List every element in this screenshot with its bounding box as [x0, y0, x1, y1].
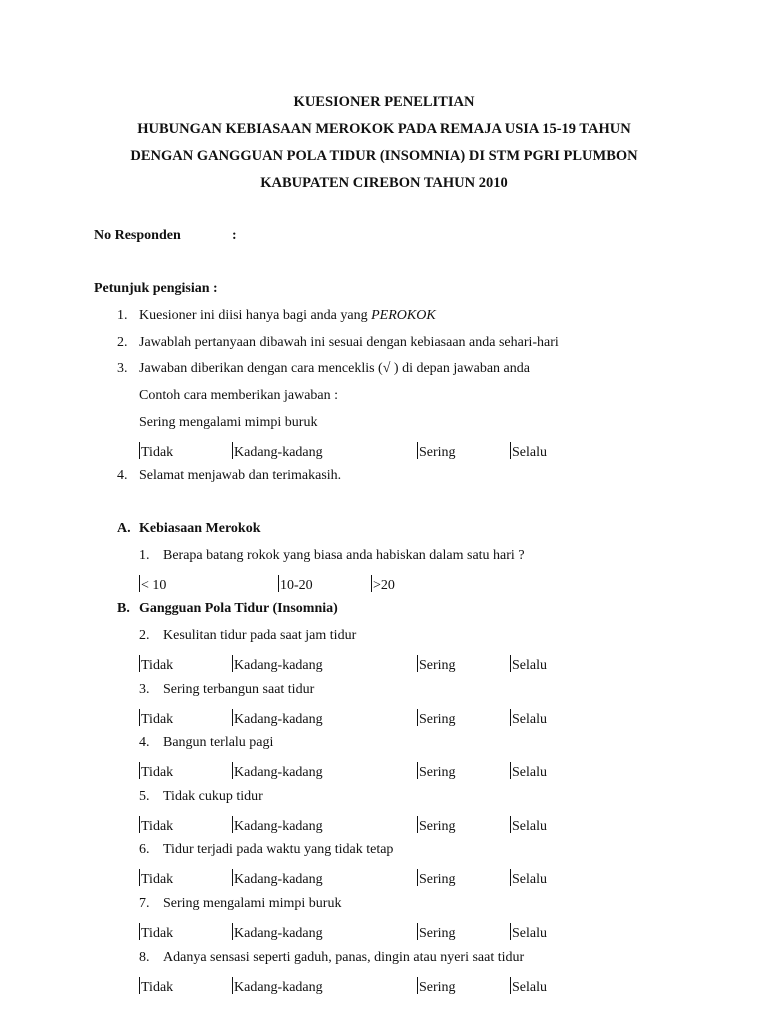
checkbox-mark[interactable] [232, 816, 233, 833]
question-item [139, 682, 314, 698]
question-text: Tidak cukup tidur [163, 789, 263, 804]
checkbox-mark[interactable] [139, 816, 140, 833]
option-kadang-kadang[interactable]: Kadang-kadang [232, 977, 323, 996]
title-line-2: HUBUNGAN KEBIASAAN MEROKOK PADA REMAJA USIA 15-19 TAHUN [137, 121, 631, 137]
question-text: Sering terbangun saat tidur [163, 682, 315, 697]
checkbox-mark[interactable] [232, 442, 233, 459]
checkbox-mark[interactable] [139, 762, 140, 779]
checkbox-mark[interactable] [139, 923, 140, 940]
checkbox-mark[interactable] [510, 442, 511, 459]
option-kadang-kadang[interactable]: Kadang-kadang [232, 762, 323, 781]
checkbox-mark[interactable] [510, 977, 511, 994]
checkbox-mark[interactable] [232, 869, 233, 886]
checkbox-mark[interactable] [510, 709, 511, 726]
question-text: Sering mengalami mimpi buruk [163, 896, 342, 911]
question-number: 3. [139, 682, 150, 697]
instruction-number: 3. [117, 361, 128, 376]
question-number: 7. [139, 896, 150, 911]
option-sering[interactable]: Sering [417, 869, 456, 888]
checkbox-mark[interactable] [232, 977, 233, 994]
document-title [0, 91, 768, 199]
option-sering[interactable]: Sering [417, 709, 456, 728]
instruction-item [117, 361, 530, 377]
checkbox-mark[interactable] [139, 442, 140, 459]
respondent-label: No Responden [94, 228, 181, 243]
question-text: Kesulitan tidur pada saat jam tidur [163, 628, 357, 643]
question-number: 6. [139, 842, 150, 857]
question-text: Tidur terjadi pada waktu yang tidak tetap [163, 842, 394, 857]
instruction-item [117, 335, 559, 351]
option-selalu[interactable]: Selalu [510, 923, 547, 942]
question-item [139, 789, 263, 805]
option-selalu[interactable]: Selalu [510, 977, 547, 996]
checkbox-mark[interactable] [232, 923, 233, 940]
instruction-emphasis: PEROKOK [371, 308, 436, 323]
example-label: Contoh cara memberikan jawaban : [139, 388, 339, 403]
option-kadang-kadang[interactable]: Kadang-kadang [232, 869, 323, 888]
instruction-item [117, 468, 341, 484]
checkbox-mark[interactable] [417, 709, 418, 726]
instruction-text: Jawaban diberikan dengan cara menceklis (√ ) di depan jawaban anda [139, 361, 530, 376]
checkbox-mark[interactable] [139, 977, 140, 994]
title-line-4: KABUPATEN CIREBON TAHUN 2010 [260, 175, 508, 191]
checkbox-mark[interactable] [417, 762, 418, 779]
example-question: Sering mengalami mimpi buruk [139, 415, 318, 430]
checkbox-mark[interactable] [510, 762, 511, 779]
checkbox-mark[interactable] [232, 762, 233, 779]
question-item [139, 896, 341, 912]
option-tidak[interactable]: Tidak [139, 869, 173, 888]
option-tidak[interactable]: Tidak [139, 923, 173, 942]
checkbox-mark[interactable] [371, 575, 372, 592]
checkbox-mark[interactable] [510, 816, 511, 833]
instruction-text: Selamat menjawab dan terimakasih. [139, 468, 342, 483]
section-a-heading: A. Kebiasaan Merokok [117, 521, 261, 536]
checkbox-mark[interactable] [417, 869, 418, 886]
option-kadang-kadang[interactable]: Kadang-kadang [232, 923, 323, 942]
option-selalu[interactable]: Selalu [510, 709, 547, 728]
checkbox-mark[interactable] [510, 869, 511, 886]
checkbox-mark[interactable] [510, 655, 511, 672]
checkbox-mark[interactable] [417, 442, 418, 459]
checkbox-mark[interactable] [417, 923, 418, 940]
option-sering[interactable]: Sering [417, 977, 456, 996]
option-tidak[interactable]: Tidak [139, 762, 173, 781]
checkbox-mark[interactable] [510, 923, 511, 940]
respondent-colon: : [232, 228, 237, 243]
checkbox-mark[interactable] [417, 655, 418, 672]
question-item [139, 950, 524, 966]
option-tidak[interactable]: Tidak [139, 816, 173, 835]
question-item [139, 628, 356, 644]
option-tidak[interactable]: Tidak [139, 442, 173, 461]
option-selalu[interactable]: Selalu [510, 816, 547, 835]
instruction-text: Jawablah pertanyaan dibawah ini sesuai dengan kebiasaan anda sehari-hari [139, 335, 559, 350]
checkbox-mark[interactable] [417, 977, 418, 994]
checkbox-mark[interactable] [232, 655, 233, 672]
question-item [139, 735, 273, 751]
option-kadang-kadang[interactable]: Kadang-kadang [232, 655, 323, 674]
option-10-20[interactable]: 10-20 [278, 575, 313, 594]
question-text: Bangun terlalu pagi [163, 735, 274, 750]
option-sering[interactable]: Sering [417, 816, 456, 835]
option-selalu[interactable]: Selalu [510, 655, 547, 674]
checkbox-mark[interactable] [139, 869, 140, 886]
option-kadang-kadang[interactable]: Kadang-kadang [232, 442, 323, 461]
option-kadang-kadang[interactable]: Kadang-kadang [232, 709, 323, 728]
instructions-heading: Petunjuk pengisian : [94, 281, 218, 296]
instruction-number: 4. [117, 468, 128, 483]
instruction-item [117, 308, 436, 324]
option-tidak[interactable]: Tidak [139, 655, 173, 674]
checkbox-mark[interactable] [278, 575, 279, 592]
option-selalu[interactable]: Selalu [510, 869, 547, 888]
instruction-text: Kuesioner ini diisi hanya bagi anda yang [139, 308, 372, 323]
question-text: Adanya sensasi seperti gaduh, panas, dingin atau nyeri saat tidur [163, 950, 525, 965]
option-tidak[interactable]: Tidak [139, 977, 173, 996]
question-text: Berapa batang rokok yang biasa anda habiskan dalam satu hari ? [163, 548, 525, 563]
option-less-than-10[interactable]: < 10 [139, 575, 166, 594]
question-number: 1. [139, 548, 150, 563]
checkbox-mark[interactable] [232, 709, 233, 726]
question-number: 5. [139, 789, 150, 804]
instruction-number: 2. [117, 335, 128, 350]
option-selalu[interactable]: Selalu [510, 442, 547, 461]
option-kadang-kadang[interactable]: Kadang-kadang [232, 816, 323, 835]
question-item [139, 548, 525, 564]
option-tidak[interactable]: Tidak [139, 709, 173, 728]
section-b-heading: B. Gangguan Pola Tidur (Insomnia) [117, 601, 338, 616]
option-more-than-20[interactable]: >20 [371, 575, 395, 594]
instruction-number: 1. [117, 308, 128, 323]
option-sering[interactable]: Sering [417, 442, 456, 461]
option-sering[interactable]: Sering [417, 923, 456, 942]
title-line-3: DENGAN GANGGUAN POLA TIDUR (INSOMNIA) DI STM PGRI PLUMBON [130, 148, 638, 164]
question-item [139, 842, 393, 858]
title-line-1: KUESIONER PENELITIAN [293, 94, 475, 110]
option-sering[interactable]: Sering [417, 655, 456, 674]
question-number: 2. [139, 628, 150, 643]
option-selalu[interactable]: Selalu [510, 762, 547, 781]
checkbox-mark[interactable] [417, 816, 418, 833]
checkbox-mark[interactable] [139, 655, 140, 672]
option-sering[interactable]: Sering [417, 762, 456, 781]
question-number: 8. [139, 950, 150, 965]
checkbox-mark[interactable] [139, 709, 140, 726]
checkbox-mark[interactable] [139, 575, 140, 592]
question-number: 4. [139, 735, 150, 750]
